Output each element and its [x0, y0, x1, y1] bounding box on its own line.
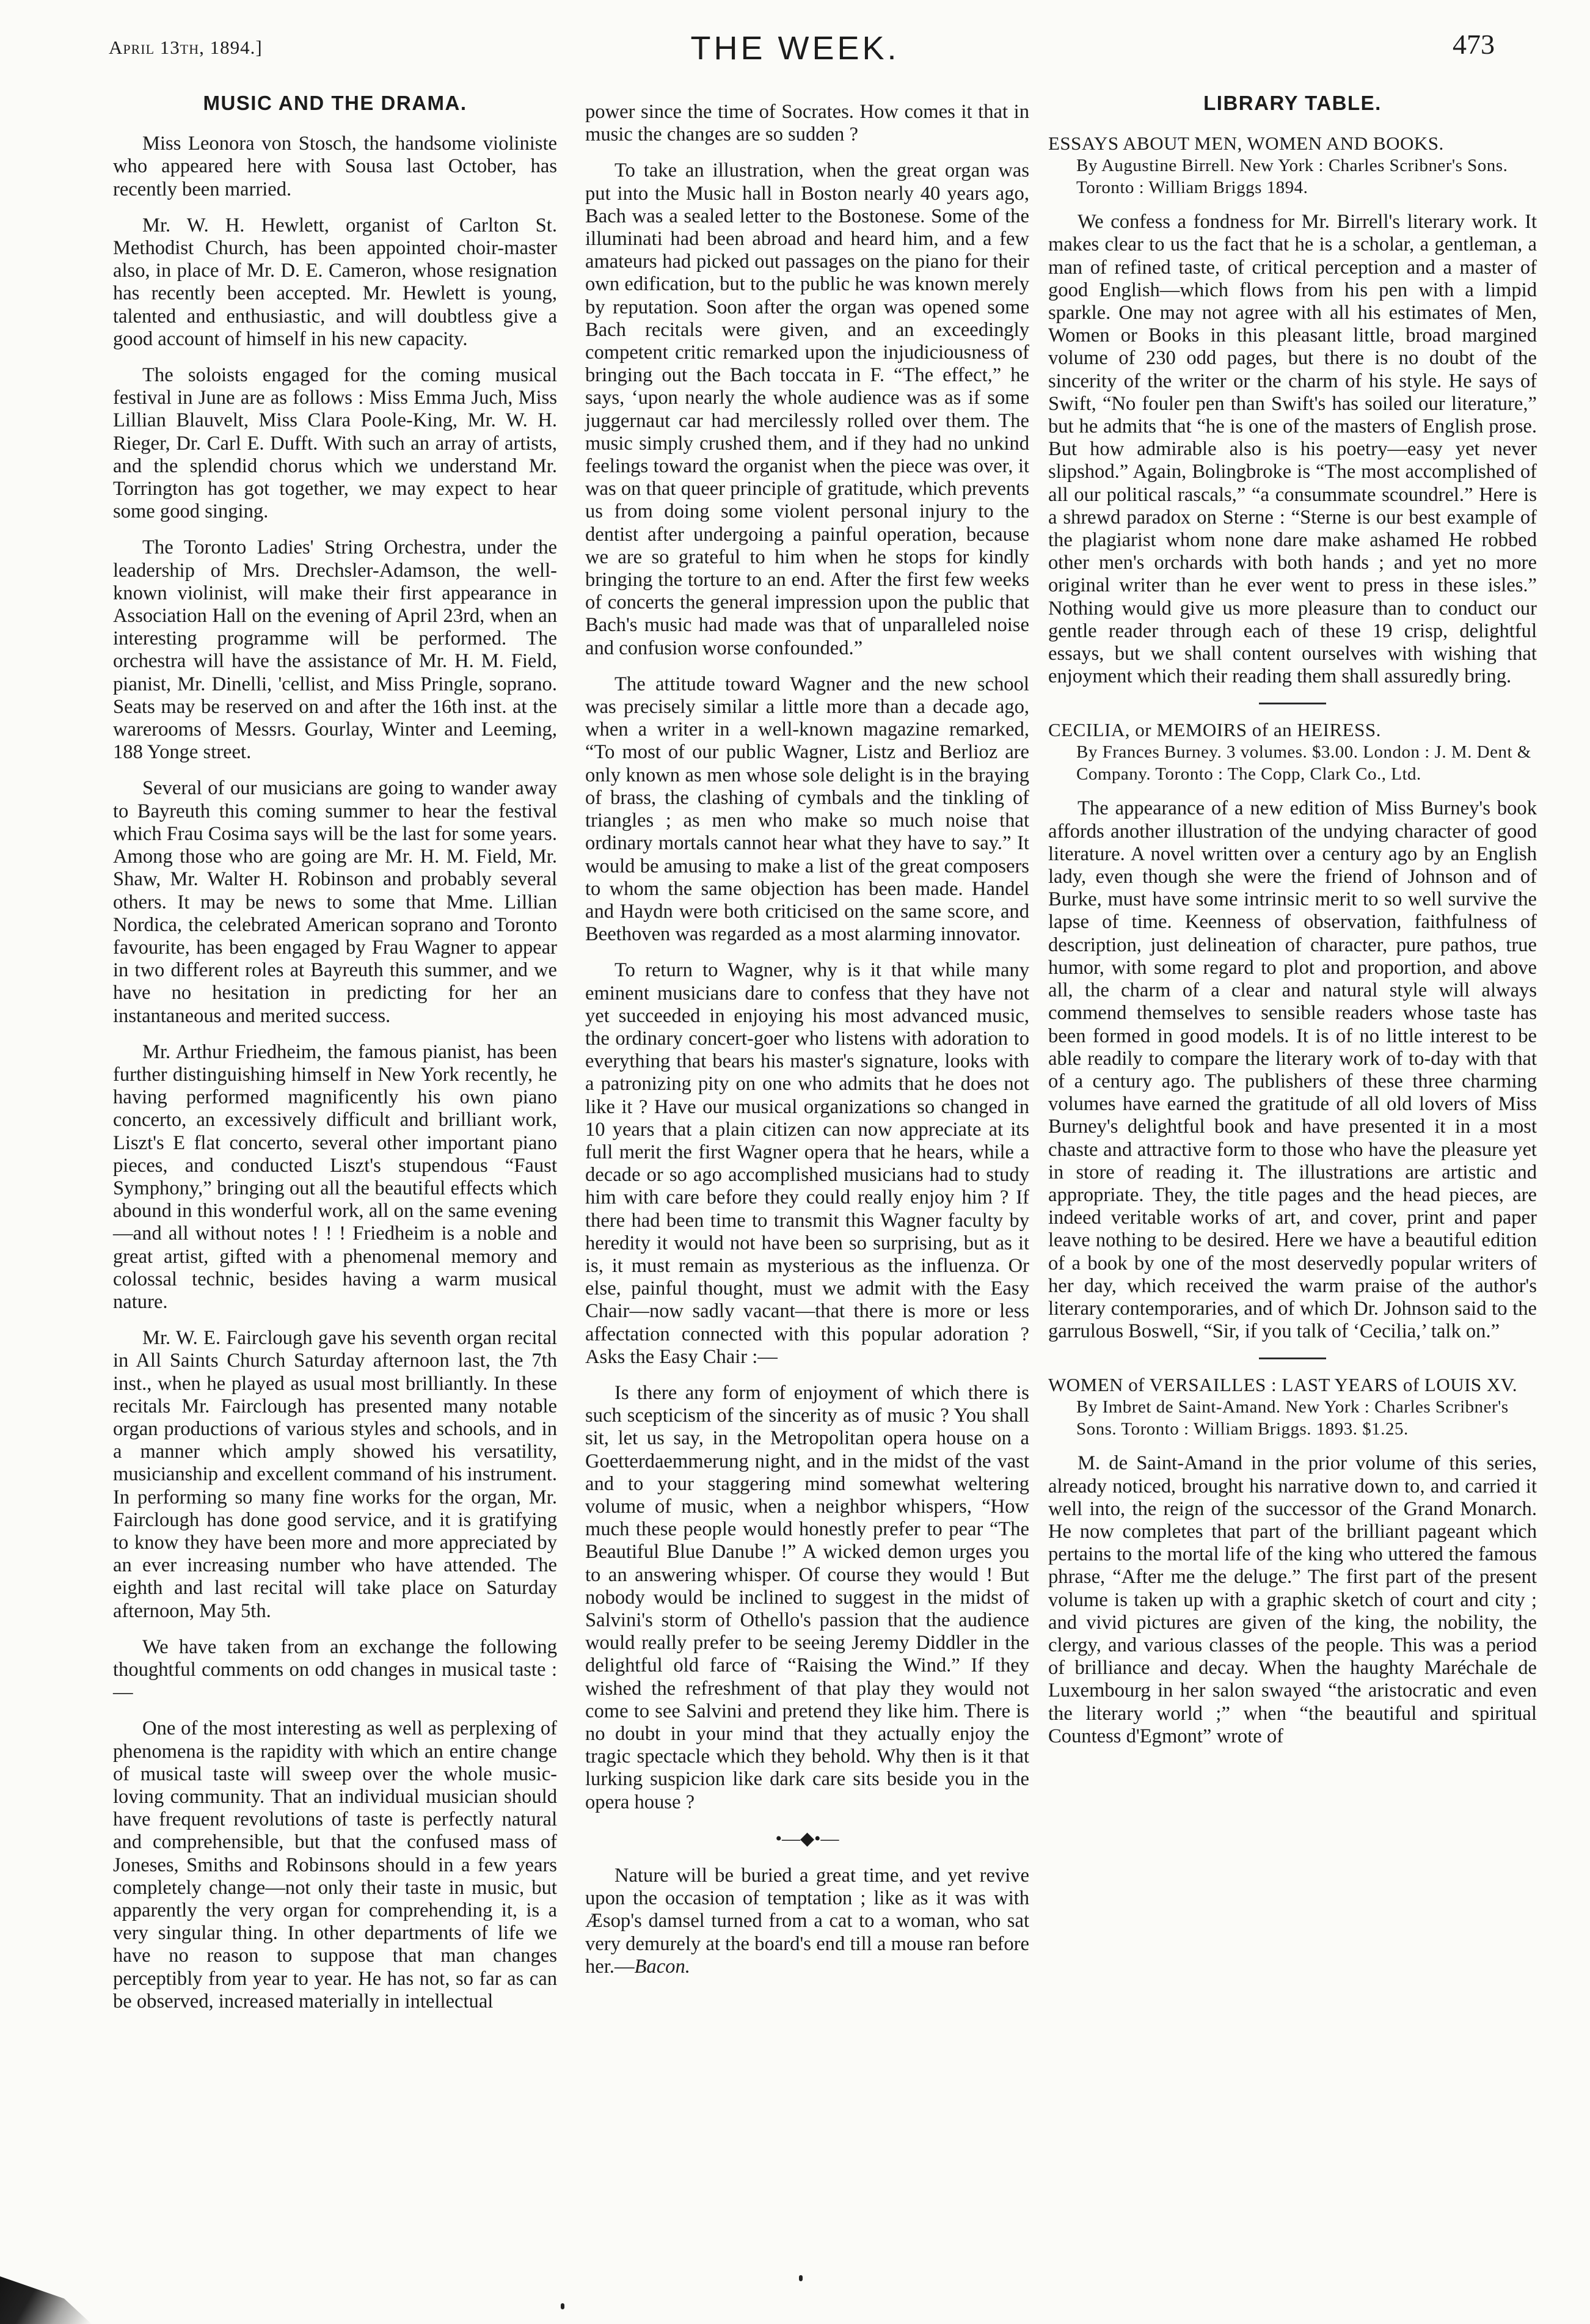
quoted-paragraph: Is there any form of enjoyment of which there is such scepticism of the sincerity as of music ? You shall sit, let us say, in the Metropolitan opera house on a Goetterdaemmerung night, and in the midst of the vast and to your staggering mind somewhat weltering volume of music, when a neighbor whispers, “How much these people would honestly prefer to pear “The Beautiful Blue Danube !” A wicked demon urges you to an answering whisper. Of course they would ! But nobody would be inclined to suggest in the midst of Salvini's storm of Othello's passion that the audience would really prefer to be seeing Jeremy Diddler in the delightful old farce of “Raising the Wind.” If they wished the refreshment of that play they would not come to see Salvini and pretend they like him. There is no doubt in your mind that they actually enjoy the tragic spectacle which they behold. Why then is it that lurking suspicion like dark care sits beside you in the opera house ?	[585, 1381, 1029, 1813]
review-paragraph: The appearance of a new edition of Miss Burney's book affords another illustration of the undying character of good literature. A novel written over a century ago by an English lady, even though she were the friend of Johnson and of Burke, must have some intrinsic merit to so well survive the lapse of time. Keenness of observation, faithfulness of description, just delineation of character, pure pathos, true humor, with some regard to plot and proportion, and above all, the charm of a clear and natural style will always commend themselves to sensible readers whose taste has been formed in good models. It is of no little interest to be able readily to compare the literary work of to-day with that of a century ago. The publishers of these three charming volumes have earned the gratitude of all old lovers of Miss Burney's delightful book and have presented it in a most chaste and attractive form to those who have the pleasure yet in store of reading it. The illustrations are artistic and appropriate. They, the title pages and the head pieces, are indeed veritable works of art, and cover, print and paper leave nothing to be desired. Here we have a beautiful edition of a book by one of the most deservedly popular writers of her day, which received the warm praise of the author's literary contemporaries, and of which Dr. Johnson said to the garrulous Boswell, “Sir, if you talk of ‘Cecilia,’ talk on.”	[1048, 797, 1537, 1343]
scan-speck	[561, 2303, 564, 2309]
epigraph-attribution: Bacon.	[634, 1955, 690, 1978]
column-music-continued	[585, 101, 1029, 1978]
article-paragraph: The Toronto Ladies' String Orchestra, under the leadership of Mrs. Drechsler-Adamson, the well-known violinist, will make their first appearance in Association Hall on the evening of April 23rd, when an interesting programme will be performed. The orchestra will have the assistance of Mr. H. M. Field, pianist, Mr. Dinelli, 'cellist, and Miss Pringle, soprano. Seats may be reserved on and after the 16th inst. at the warerooms of Messrs. Gourlay, Winter and Leeming, 188 Yonge street.	[113, 536, 557, 764]
review-title: CECILIA, or MEMOIRS of an HEIRESS.	[1048, 719, 1381, 741]
review-byline: By Augustine Birrell. New York : Charles Scribner's Sons. Toronto : William Briggs 1894.	[1076, 156, 1508, 198]
ornamental-divider: •—◆•—	[775, 1828, 839, 1849]
article-paragraph: To return to Wagner, why is it that while many eminent musicians dare to confess that they have not yet succeeded in enjoying his most advanced music, the ordinary concert-goer who listens with adoration to everything that bears his master's signature, looks with a patronizing pity on one who admits that he does not like it ? Have our musical organizations so changed in 10 years that a plain citizen can now appreciate at its full merit the first Wagner opera that he hears, while a decade or so ago accomplished musicians had to study him with care before they could really enjoy him ? If there had been time to transmit this Wagner faculty by heredity it would not have been so surprising, but as it is, it must remain as mysterious as the influenza. Or else, painful thought, must we admit with the Easy Chair—now sadly vacant—that there is more or less affectation connected with this popular adoration ? Asks the Easy Chair :—	[585, 959, 1029, 1368]
page-number: 473	[1453, 29, 1495, 60]
column-music	[113, 92, 557, 2013]
article-paragraph: Mr. W. H. Hewlett, organist of Carlton St. Methodist Church, has been appointed choir-master also, in place of Mr. D. E. Cameron, whose resignation has recently been accepted. Mr. Hewlett is young, talented and enthusiastic, and will doubtless give a good account of himself in his new capacity.	[113, 214, 557, 350]
section-heading-music: MUSIC AND THE DRAMA.	[203, 92, 467, 114]
article-paragraph: Mr. Arthur Friedheim, the famous pianist, has been further distinguishing himself in New York recently, he having performed magnificently his own piano concerto, an excessively difficult and brilliant work, Liszt's E flat concerto, several other important piano pieces, and conducted Liszt's stupendous “Faust Symphony,” bringing out all the beautiful effects which abound in this wonderful work, all on the same evening—and all without notes ! ! ! Friedheim is a noble and great artist, gifted with a phenomenal memory and colossal technic, besides having a warm musical nature.	[113, 1040, 557, 1313]
scan-speck	[799, 2275, 803, 2281]
section-rule	[1259, 703, 1326, 704]
review-paragraph: M. de Saint-Amand in the prior volume of this series, already noticed, brought his narrative down to, and carried it well into, the reign of the successor of the Grand Monarch. He now completes that part of the brilliant pageant which pertains to the mortal life of the king who uttered the famous phrase, “After me the deluge.” The first part of the present volume is taken up with a graphic sketch of court and city ; and vivid pictures are given of the king, the nobility, the clergy, and various classes of the people. This was a period of brilliance and decay. When the haughty Maréchale de Luxembourg in her salon swayed “the aristocratic and even the literary world ;” when “the beautiful and spiritual Countess d'Egmont” wrote of	[1048, 1452, 1537, 1747]
issue-date: April 13th, 1894.]	[109, 37, 263, 58]
article-paragraph: power since the time of Socrates. How comes it that in music the changes are so sudden ?	[585, 101, 1029, 146]
review-heading	[1048, 1374, 1537, 1440]
scan-edge-smudge	[0, 2260, 92, 2324]
review-byline: By Frances Burney. 3 volumes. $3.00. London : J. M. Dent & Company. Toronto : The Copp, Clark Co., Ltd.	[1076, 742, 1531, 784]
epigraph	[585, 1865, 1029, 1978]
article-paragraph: Miss Leonora von Stosch, the handsome violiniste who appeared here with Sousa last October, has recently been married.	[113, 133, 557, 200]
journal-title: THE WEEK.	[690, 30, 900, 67]
article-paragraph: Several of our musicians are going to wander away to Bayreuth this coming summer to hear the festival which Frau Cosima says will be the last for some years. Among those who are going are Mr. H. M. Field, Mr. Shaw, Mr. Walter H. Robinson and probably several others. It may be news to some that Mme. Lillian Nordica, the celebrated American soprano and Toronto favourite, has been engaged by Frau Wagner to appear in two different roles at Bayreuth this summer, and we have no hesitation in predicting for her an instantaneous and merited success.	[113, 777, 557, 1027]
article-paragraph: To take an illustration, when the great organ was put into the Music hall in Boston nearly 40 years ago, Bach was a sealed letter to the Bostonese. Some of the illuminati had been abroad and heard him, and a few amateurs had picked out passages on the piano for their own edification, but to the public he was known merely by reputation. Soon after the organ was opened some Bach recitals were given, and an exceedingly competent critic remarked upon the injudiciousness of bringing out the Bach toccata in F. “The effect,” he says, ‘upon nearly the whole audience was as if some juggernaut car had mercilessly rolled over them. The music simply crushed them, and if they had no unkind feelings toward the organist when the piece was over, it was on that queer principle of gratitude, which prevents us from doing some violent personal injury to the dentist after undergoing a painful operation, because we are so grateful to him when he stops for kindly bringing the torture to an end. After the first few weeks of concerts the general impression upon the public that Bach's music had made was that of unparalleled noise and confusion worse confounded.”	[585, 159, 1029, 659]
section-rule	[1259, 1357, 1326, 1359]
article-paragraph: The soloists engaged for the coming musical festival in June are as follows : Miss Emma Juch, Miss Lillian Blauvelt, Miss Clara Poole-King, Mr. W. H. Rieger, Dr. Carl E. Dufft. With such an array of artists, and the splendid chorus which we understand Mr. Torrington has got together, we may expect to hear some good singing.	[113, 364, 557, 523]
section-heading-library: LIBRARY TABLE.	[1203, 92, 1382, 114]
review-paragraph: We confess a fondness for Mr. Birrell's literary work. It makes clear to us the fact that he is a scholar, a gentleman, a man of refined taste, of critical perception and a master of good English—which flows from his pen with a limpid sparkle. One may not agree with all his estimates of Men, Women or Books in this pleasant little, broad margined volume of 230 odd pages, but there is no doubt of the sincerity of the writer or the charm of his style. He says of Swift, “No fouler pen than Swift's has soiled our literature,” but he admits that “he is one of the masters of English prose. But how admirable also is his poetry—easy yet never slipshod.” Again, Bolingbroke is “The most accomplished of all our political rascals,” “a consummate scoundrel.” Here is a shrewd paradox on Sterne : “Sterne is our best example of the plagiarist whom none dare make ashamed He robbed other men's orchards with both hands ; and yet no more original writer than he ever went to press in these isles.” Nothing would give us more pleasure than to conduct our gentle reader through each of these 19 crisp, delightful essays, but we shall content ourselves with wishing that enjoyment which their reading them shall assuredly bring.	[1048, 211, 1537, 688]
article-paragraph: One of the most interesting as well as perplexing of phenomena is the rapidity with which an entire change of musical taste will sweep over the whole music-loving community. That an individual musician should have frequent revolutions of taste is perfectly natural and comprehensible, but that the confused mass of Joneses, Smiths and Robinsons should in a few years completely change—not only their taste in music, but apparently the very organ for comprehending it, is a very singular thing. In other departments of life we have no reason to suppose that man changes perceptibly from year to year. He has not, so far as can be observed, increased materially in intellectual	[113, 1717, 557, 2012]
column-library	[1048, 92, 1537, 1748]
review-heading	[1048, 133, 1537, 199]
running-head	[0, 24, 1590, 67]
review-byline: By Imbret de Saint-Amand. New York : Charles Scribner's Sons. Toronto : William Briggs. 1893. $1.25.	[1076, 1397, 1509, 1439]
review-title: ESSAYS ABOUT MEN, WOMEN AND BOOKS.	[1048, 133, 1444, 155]
review-title: WOMEN of VERSAILLES : LAST YEARS of LOUIS XV.	[1048, 1374, 1517, 1396]
article-paragraph: The attitude toward Wagner and the new school was precisely similar a little more than a decade ago, when a writer in a well-known magazine remarked, “To most of our public Wagner, Listz and Berlioz are only known as men whose sole delight is in the braying of brass, the clashing of cymbals and the tinkling of triangles ; as men who make so much noise that ordinary mortals cannot hear what they have to say.” It would be amusing to make a list of the great composers to whom the same objection has been made. Handel and Haydn were both criticised on the same score, and Beethoven was regarded as a most alarming innovator.	[585, 673, 1029, 946]
article-paragraph: Mr. W. E. Fairclough gave his seventh organ recital in All Saints Church Saturday afternoon last, the 7th inst., when he played as usual most brilliantly. In these recitals Mr. Fairclough has presented many notable organ productions of various styles and schools, and in a manner which amply showed his versatility, musicianship and excellent command of his instrument. In performing so many fine works for the organ, Mr. Fairclough has done good service, and it is gratifying to know they have been more and more appreciated by an ever increasing number who have attended. The eighth and last recital will take place on Saturday afternoon, May 5th.	[113, 1327, 557, 1622]
review-heading	[1048, 719, 1537, 785]
epigraph-text: Nature will be buried a great time, and yet revive upon the occasion of temptation ; like as it was with Æsop's damsel turned from a cat to a woman, who sat very demurely at the board's end till a mouse ran before her.—	[585, 1865, 1029, 1978]
article-paragraph: We have taken from an exchange the following thoughtful comments on odd changes in musical taste :—	[113, 1635, 557, 1704]
